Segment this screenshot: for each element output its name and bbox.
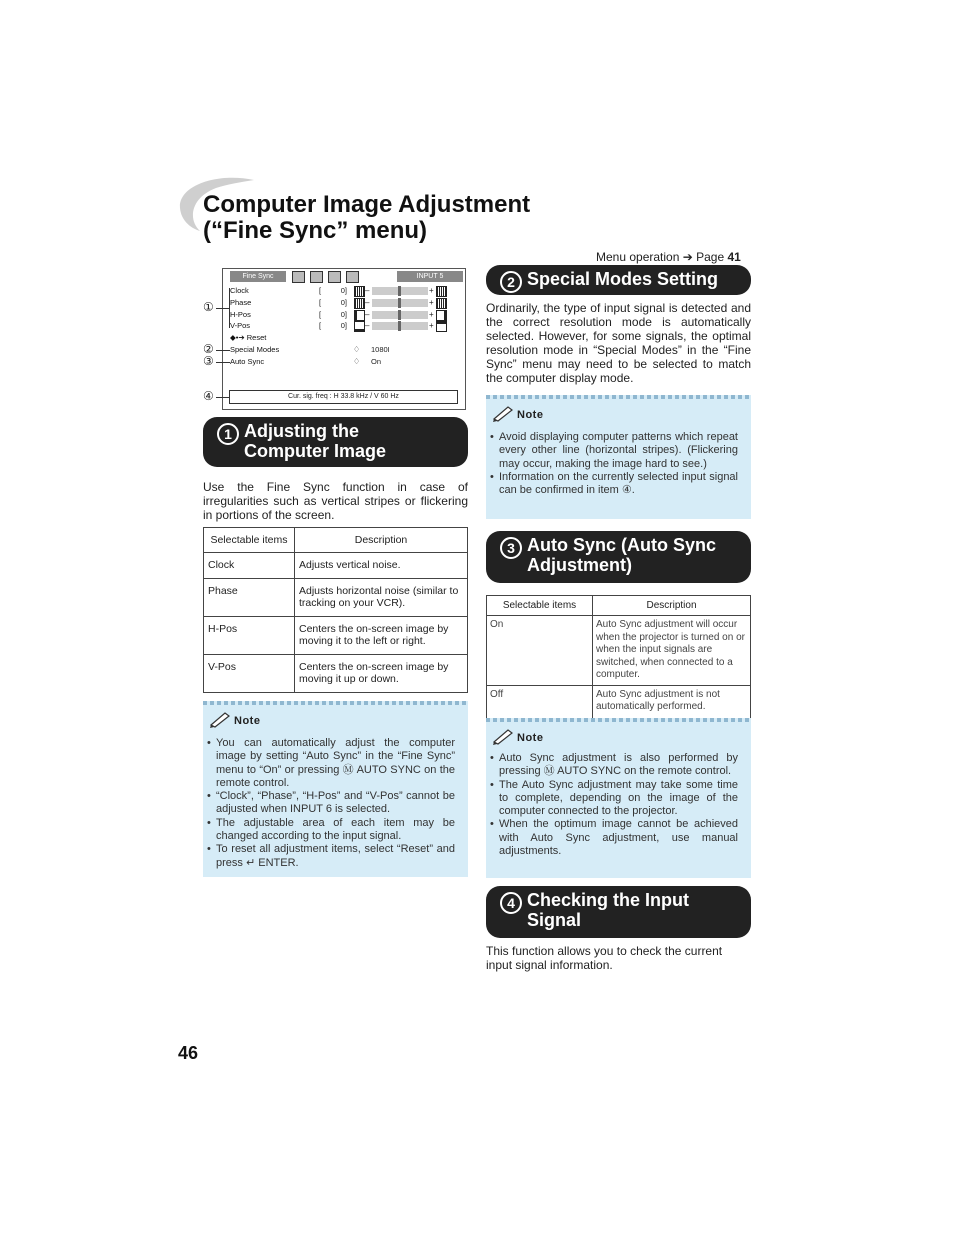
note-title: Note <box>517 409 544 421</box>
callout-1-bracket <box>229 288 230 328</box>
section-checking-title-line1: Checking the Input <box>527 890 689 910</box>
auto-sync-note-list <box>490 752 738 858</box>
callout-1: ① <box>203 300 214 314</box>
callout-4: ④ <box>203 389 214 403</box>
note-item: • When the optimum image cannot be achieved with Auto Sync adjustment, use manual adjustments. <box>490 818 738 858</box>
section-special-modes-title: Special Modes Setting <box>527 269 719 289</box>
section-adjusting-banner <box>203 417 468 467</box>
fine-sync-tab-icon <box>328 271 341 283</box>
hpos-slider <box>372 311 428 319</box>
table-cell-description: Centers the on-screen image by moving it to the left or right. <box>295 617 468 655</box>
vpos-down-icon <box>354 321 365 332</box>
note-item: • You can automatically adjust the computer image by setting “Auto Sync” in the “Fine Sync” menu to “On” or pressing Ⓜ AUTO SYNC on the remote control. <box>207 737 455 790</box>
note-item: • “Clock”, “Phase”, “H-Pos” and “V-Pos” cannot be adjusted when INPUT 6 is selected. <box>207 790 455 817</box>
auto-sync-value: On <box>371 357 382 366</box>
menu-row-hpos-label: H-Pos <box>230 310 251 319</box>
note-title: Note <box>517 732 544 744</box>
clock-slider-knob <box>398 286 401 296</box>
table-cell-item: H-Pos <box>204 617 295 655</box>
clock-minus: – <box>365 286 370 295</box>
section-special-modes-banner <box>486 265 751 295</box>
table-cell-description: Auto Sync adjustment will occur when the projector is turned on or when the input signals are switched, when connected to a computer. <box>593 616 751 686</box>
adjusting-items-table <box>203 527 468 693</box>
menu-row-vpos-value: 0] <box>340 321 347 330</box>
table-row <box>204 553 468 579</box>
table-cell-item: On <box>487 616 593 686</box>
note-pencil-icon <box>492 403 516 423</box>
section-checking-title-line2: Signal <box>527 910 582 930</box>
section-special-modes-number: 2 <box>500 271 522 293</box>
options-tab-icon <box>346 271 359 283</box>
section-adjusting-intro: Use the Fine Sync function in case of irregularities such as vertical stripes or flickering in portions of the screen. <box>203 480 468 522</box>
callout-4-line <box>216 397 230 398</box>
note-dashed-border <box>486 395 751 399</box>
clock-slider <box>372 287 428 295</box>
section-adjusting-title <box>244 421 386 461</box>
frequency-readout: Cur. sig. freq : H 33.8 kHz / V 60 Hz <box>229 390 458 404</box>
section-auto-sync-banner <box>486 531 751 583</box>
section-auto-sync-number: 3 <box>500 537 522 559</box>
note-item: • Avoid displaying computer patterns which repeat every other line (horizontal stripes). (Flickering may occur, making the image hard to see.) <box>490 431 738 471</box>
section-checking-title <box>527 890 689 930</box>
section-special-modes-body: Ordinarily, the type of input signal is detected and the correct resolution mode is automatically selected. However, for some signals, the optimal resolution mode in “Special Modes” in the “Fine Sync” menu may need to be selected to match the computer display mode. <box>486 301 751 385</box>
menu-row-hpos-bracket: [ <box>319 310 322 319</box>
vpos-plus: + <box>429 321 434 330</box>
page-title <box>203 192 623 244</box>
note-pencil-icon <box>209 709 233 729</box>
note-item: • The adjustable area of each item may be changed according to the input signal. <box>207 817 455 844</box>
menu-row-special-modes-label: Special Modes <box>230 345 280 354</box>
menu-row-phase-value: 0] <box>340 298 347 307</box>
special-modes-note-list <box>490 431 738 497</box>
note-dashed-border <box>486 718 751 722</box>
menu-row-reset: ◆•➔ Reset <box>230 333 267 342</box>
menu-row-hpos-value: 0] <box>340 310 347 319</box>
auto-sync-items-table <box>486 595 751 719</box>
special-modes-arrow-icon: ♢ <box>353 345 361 354</box>
clock-low-icon <box>354 286 365 297</box>
section-auto-sync-title-line2: Adjustment) <box>527 555 632 575</box>
menu-row-vpos-bracket: [ <box>319 321 322 330</box>
callout-3: ③ <box>203 354 214 368</box>
note-pencil-icon <box>492 726 516 746</box>
special-modes-value: 1080I <box>371 345 390 354</box>
section-checking-banner <box>486 886 751 938</box>
note-title: Note <box>234 715 261 727</box>
phase-low-icon <box>354 298 365 309</box>
page-number: 46 <box>178 1043 199 1063</box>
table-row <box>487 685 751 718</box>
hpos-slider-knob <box>398 310 401 320</box>
section-adjusting-number: 1 <box>217 423 239 445</box>
menu-row-vpos-label: V-Pos <box>230 321 251 330</box>
table-cell-item: V-Pos <box>204 655 295 693</box>
table-header-cell: Description <box>593 596 751 616</box>
menu-row-phase-bracket: [ <box>319 298 322 307</box>
table-row <box>487 616 751 686</box>
table-cell-description: Adjusts vertical noise. <box>295 553 468 579</box>
hpos-minus: – <box>365 310 370 319</box>
note-item: • To reset all adjustment items, select “Reset” and press ↵ ENTER. <box>207 843 455 870</box>
table-header-cell: Selectable items <box>487 596 593 616</box>
table-header-row <box>487 596 751 616</box>
callout-2-line <box>216 350 230 351</box>
menu-row-auto-sync-label: Auto Sync <box>230 357 265 366</box>
section-checking-body: This function allows you to check the current input signal information. <box>486 944 723 972</box>
menu-row-clock-label: Clock <box>230 286 249 295</box>
table-row <box>204 617 468 655</box>
menu-operation-reference <box>596 250 741 264</box>
table-row <box>204 655 468 693</box>
clock-plus: + <box>429 286 434 295</box>
vpos-slider <box>372 322 428 330</box>
section-adjusting-title-line2: Computer Image <box>244 441 387 461</box>
hpos-left-icon <box>354 310 365 321</box>
table-header-cell: Description <box>295 528 468 553</box>
auto-sync-note-box <box>486 718 751 878</box>
page-title-line1: Computer Image Adjustment <box>203 191 531 218</box>
note-dashed-border <box>203 701 468 705</box>
table-header-cell: Selectable items <box>204 528 295 553</box>
section-auto-sync-title <box>527 535 716 575</box>
table-cell-description: Centers the on-screen image by moving it up or down. <box>295 655 468 693</box>
computer-tab-icon <box>310 271 323 283</box>
callout-1-line <box>216 308 230 309</box>
adjusting-note-box <box>203 701 468 877</box>
table-cell-description: Auto Sync adjustment is not automatically performed. <box>593 685 751 718</box>
hpos-right-icon <box>436 310 447 321</box>
section-auto-sync-title-line1: Auto Sync (Auto Sync <box>527 535 717 555</box>
hpos-plus: + <box>429 310 434 319</box>
vpos-up-icon <box>436 321 447 332</box>
table-row <box>204 579 468 617</box>
callout-2: ② <box>203 342 214 356</box>
table-header-row <box>204 528 468 553</box>
note-item: • Auto Sync adjustment is also performed by pressing Ⓜ AUTO SYNC on the remote control. <box>490 752 738 779</box>
phase-slider <box>372 299 428 307</box>
vpos-slider-knob <box>398 321 401 331</box>
section-checking-number: 4 <box>500 892 522 914</box>
special-modes-note-box <box>486 395 751 519</box>
phase-slider-knob <box>398 298 401 308</box>
menu-tab-icons <box>292 271 402 282</box>
menu-operation-text: Menu operation ➔ Page <box>596 250 728 264</box>
phase-high-icon <box>436 298 447 309</box>
fine-sync-menu-screen <box>222 268 466 410</box>
phase-minus: – <box>365 298 370 307</box>
menu-operation-page: 41 <box>727 250 741 264</box>
vpos-minus: – <box>365 321 370 330</box>
note-item: • The Auto Sync adjustment may take some time to complete, depending on the image of the computer connected to the projector. <box>490 779 738 819</box>
table-cell-item: Phase <box>204 579 295 617</box>
table-cell-item: Clock <box>204 553 295 579</box>
section-adjusting-title-line1: Adjusting the <box>244 421 359 441</box>
table-cell-description: Adjusts horizontal noise (similar to tracking on your VCR). <box>295 579 468 617</box>
clock-high-icon <box>436 286 447 297</box>
menu-row-phase-label: Phase <box>230 298 252 307</box>
menu-input-label: INPUT 5 <box>397 271 463 282</box>
table-cell-item: Off <box>487 685 593 718</box>
auto-sync-arrow-icon: ♢ <box>353 357 361 366</box>
page-title-line2: (“Fine Sync” menu) <box>203 217 428 244</box>
menu-row-clock-value: 0] <box>340 286 347 295</box>
picture-tab-icon <box>292 271 305 283</box>
menu-row-clock-bracket: [ <box>319 286 322 295</box>
adjusting-note-list <box>207 737 455 870</box>
menu-tab-fine-sync: Fine Sync <box>230 271 286 282</box>
callout-3-line <box>216 362 230 363</box>
note-item: • Information on the currently selected input signal can be confirmed in item ④. <box>490 471 738 498</box>
phase-plus: + <box>429 298 434 307</box>
